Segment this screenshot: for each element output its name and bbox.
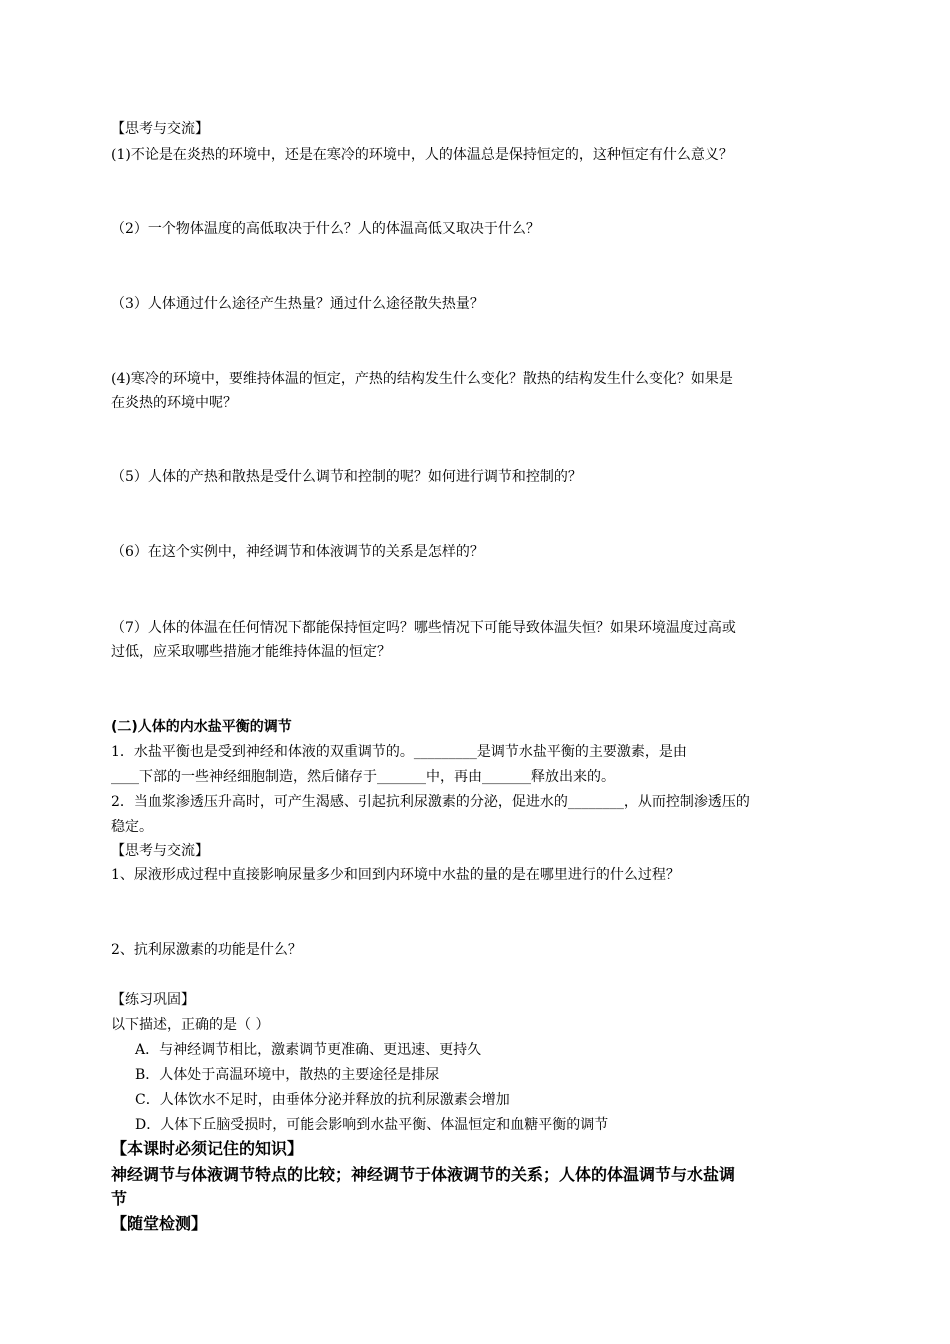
- fill-item-1-line-2: ____下部的一些神经细胞制造，然后储存于_______中，再由_______释放出来的。: [111, 769, 615, 785]
- section2-header: 【思考与交流】: [111, 843, 209, 859]
- practice-option-a: A．与神经调节相比，激素调节更准确、更迅速、更持久: [135, 1042, 482, 1058]
- practice-option-b: B．人体处于高温环境中，散热的主要途径是排尿: [135, 1067, 440, 1083]
- section1-header: 【思考与交流】: [111, 121, 209, 137]
- summary-line-1: 神经调节与体液调节特点的比较；神经调节于体液调节的关系；人体的体温调节与水盐调: [111, 1165, 736, 1184]
- question-4-line-1: (4)寒冷的环境中，要维持体温的恒定，产热的结构发生什么变化？散热的结构发生什么变化？如果是: [111, 371, 733, 387]
- practice-option-d: D．人体下丘脑受损时，可能会影响到水盐平衡、体温恒定和血糖平衡的调节: [135, 1117, 609, 1133]
- summary-line-2: 节: [111, 1189, 128, 1208]
- question-1: (1)不论是在炎热的环境中，还是在寒冷的环境中，人的体温总是保持恒定的，这种恒定有什么意义？: [111, 147, 733, 163]
- question-6: （6）在这个实例中，神经调节和体液调节的关系是怎样的？: [111, 544, 484, 560]
- question-7-line-1: （7）人体的体温在任何情况下都能保持恒定吗？哪些情况下可能导致体温失恒？如果环境温度过高或: [111, 620, 736, 636]
- question-4-line-2: 在炎热的环境中呢？: [111, 395, 237, 411]
- question-2: （2）一个物体温度的高低取决于什么？人的体温高低又取决于什么？: [111, 221, 540, 237]
- fill-item-1-line-1: 1．水盐平衡也是受到神经和体液的双重调节的。_________是调节水盐平衡的主要激素，是由: [111, 744, 687, 760]
- test-header: 【随堂检测】: [111, 1214, 208, 1233]
- fill-item-2-line-1: 2．当血浆渗透压升高时，可产生渴感、引起抗利尿激素的分泌，促进水的________，从而控制渗透压的: [111, 794, 750, 810]
- section2-question-2: 2、抗利尿激素的功能是什么？: [111, 942, 302, 958]
- question-5: （5）人体的产热和散热是受什么调节和控制的呢？如何进行调节和控制的？: [111, 469, 582, 485]
- practice-option-c: C．人体饮水不足时，由垂体分泌并释放的抗利尿激素会增加: [135, 1092, 510, 1108]
- section2-question-1: 1、尿液形成过程中直接影响尿量多少和回到内环境中水盐的量的是在哪里进行的什么过程？: [111, 867, 680, 883]
- practice-header: 【练习巩固】: [111, 992, 195, 1008]
- question-7-line-2: 过低，应采取哪些措施才能维持体温的恒定？: [111, 644, 391, 660]
- section2-title: (二)人体的内水盐平衡的调节: [111, 719, 292, 735]
- fill-item-2-line-2: 稳定。: [111, 819, 153, 835]
- question-3: （3）人体通过什么途径产生热量？通过什么途径散失热量？: [111, 296, 484, 312]
- practice-stem: 以下描述，正确的是（ ）: [111, 1017, 270, 1033]
- summary-header: 【本课时必须记住的知识】: [111, 1139, 304, 1158]
